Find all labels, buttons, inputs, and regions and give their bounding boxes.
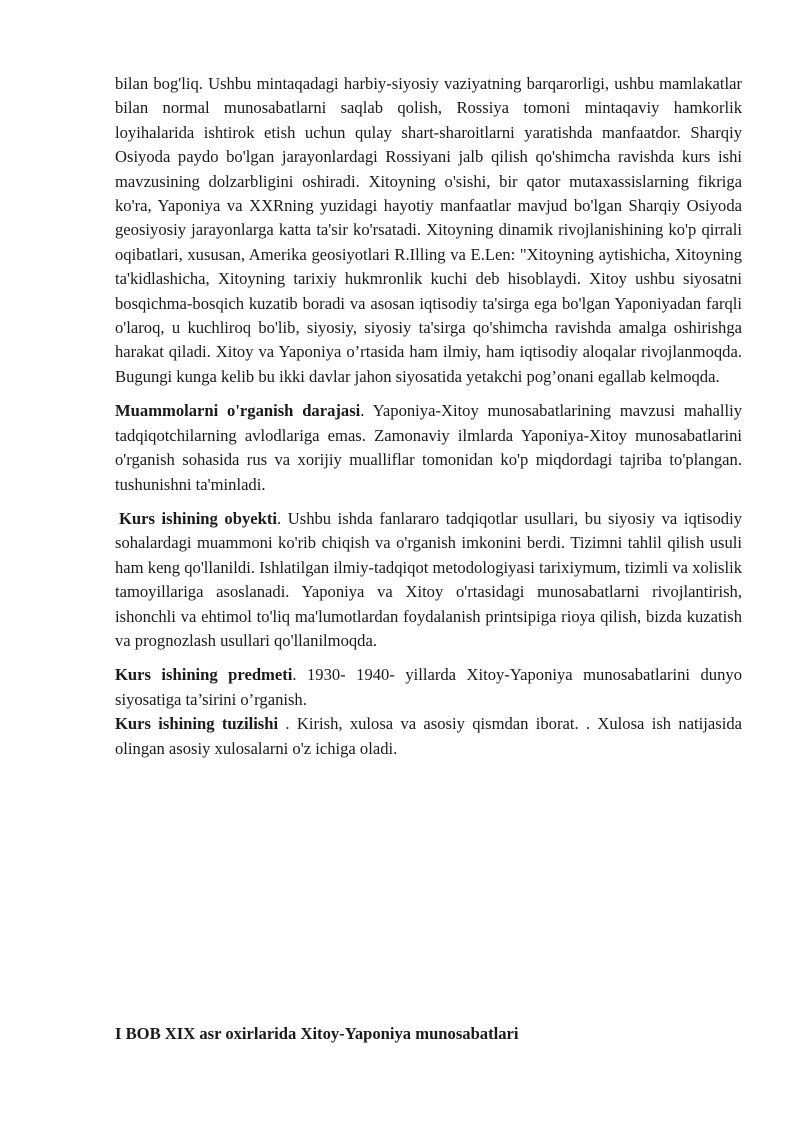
problems-text: . Yaponiya-Xitoy munosabatlarining mavzusi mahalliy tadqiqotchilarning avlodlariga emas. Zamonaviy ilmlarda Yaponiya-Xitoy munosabatlarini o'rganish sohasida rus va xorijiy mualliflar tomonidan ko'p miqdordagi tajriba to'plangan. tushunishni ta'minladi.	[115, 401, 742, 494]
object-label: Kurs ishining obyekti	[119, 508, 277, 528]
document-body	[115, 72, 742, 761]
problems-label: Muammolarni o'rganish darajasi	[115, 401, 361, 421]
subject-text: . 1930- 1940- yillarda Xitoy-Yaponiya munosabatlarini dunyo siyosatiga ta’sirini o’rganish.	[115, 665, 742, 709]
structure-label: Kurs ishining tuzilishi	[115, 714, 279, 734]
object-text: . Ushbu ishda fanlararo tadqiqotlar usullari, bu siyosiy va iqtisodiy sohalardagi muammoni ko'rib chiqish va o'rganish imkonini berdi. Tizimni tahlil qilish usuli ham keng qo'llanildi. Ishlatilgan ilmiy-tadqiqot metodologiyasi tarixiymum, tizimli va xolislik tamoyillariga asoslanadi. Yaponiya va Xitoy o'rtasidagi munosabatlarni rivojlantirish, ishonchli va ehtimol to'liq ma'lumotlardan foydalanish printsipiga rioya qilish, bizda kuzatish va prognozlash usullari qo'llanilmoqda.	[115, 508, 742, 650]
structure-text: . Kirish, xulosa va asosiy qismdan iborat. . Xulosa ish natijasida olingan asosiy xulosalarni o'z ichiga oladi.	[115, 714, 742, 758]
subject-paragraph	[115, 663, 742, 712]
problems-paragraph	[115, 399, 742, 497]
chapter-heading: I BOB XIX asr oxirlarida Xitoy-Yaponiya munosabatlari	[115, 1024, 519, 1043]
intro-paragraph: bilan bog'liq. Ushbu mintaqadagi harbiy-siyosiy vaziyatning barqarorligi, ushbu mamlakatlar bilan normal munosabatlarni saqlab qolish, Rossiya tomoni mintaqaviy hamkorlik loyihalarida ishtirok etish uchun qulay shart-sharoitlarni yaratishda manfaatdor. Sharqiy Osiyoda paydo bo'lgan jarayonlardagi Rossiyani jalb qilish qo'shimcha ravishda kurs ishi mavzusining dolzarbligini oshiradi. Xitoyning o'sishi, bir qator mutaxassislarning fikriga ko'ra, Yaponiya va XXRning yuzidagi hayotiy manfaatlar mavjud bo'lgan Sharqiy Osiyoda geosiyosiy jarayonlarga katta ta'sir ko'rsatadi. Xitoyning dinamik rivojlanishining ko'p qirrali oqibatlari, xususan, Amerika geosiyotlari R.Illing va E.Len: "Xitoyning aytishicha, Xitoyning ta'kidlashicha, Xitoyning tarixiy hukmronlik kuchi deb hisoblaydi. Xitoy ushbu siyosatni bosqichma-bosqich kuzatib boradi va asosan iqtisodiy ta'sirga ega bo'lgan Yaponiyadan farqli o'laroq, u kuchliroq bo'lib, siyosiy, siyosiy ta'sirga qo'shimcha ravishda amalga oshirishga harakat qiladi. Xitoy va Yaponiya o’rtasida ham ilmiy, ham iqtisodiy aloqalar rivojlanmoqda. Bugungi kunga kelib bu ikki davlar jahon siyosatida yetakchi pog’onani egallab kelmoqda.	[115, 74, 742, 386]
object-paragraph	[115, 507, 742, 653]
subject-label: Kurs ishining predmeti	[115, 665, 293, 685]
structure-paragraph	[115, 712, 742, 761]
